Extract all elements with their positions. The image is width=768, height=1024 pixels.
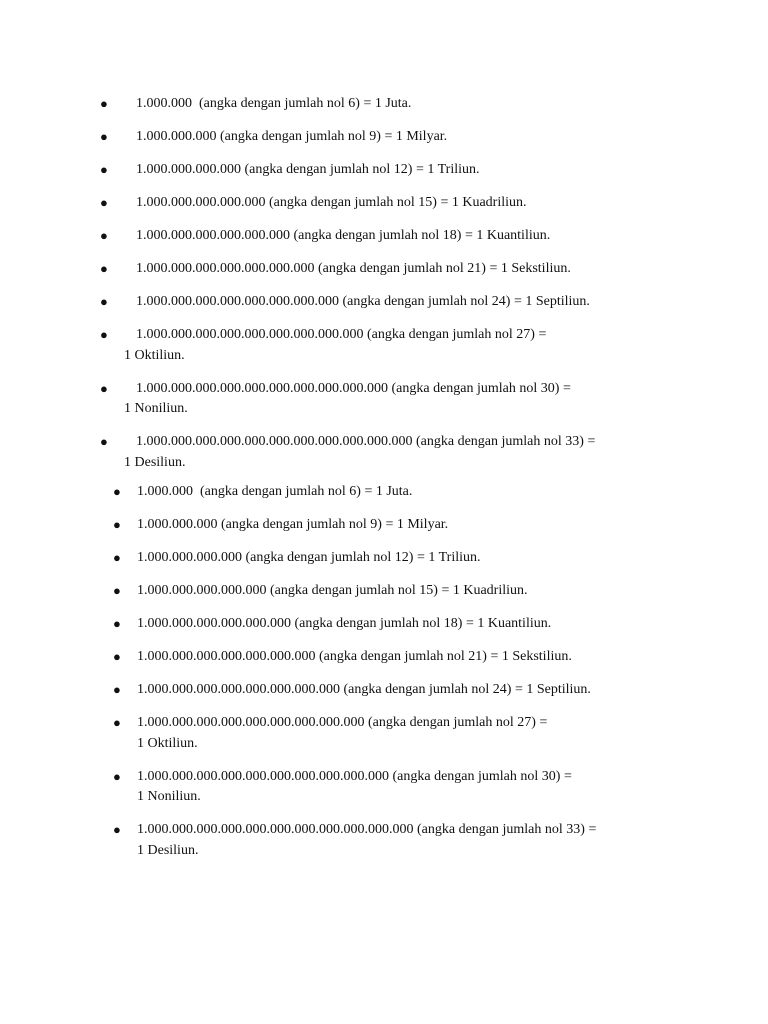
bullet-dot-icon: ● xyxy=(113,550,121,565)
list-item-text: 1 Oktiliun. xyxy=(124,347,185,363)
list-item xyxy=(0,680,596,701)
bullet-dot-icon: ● xyxy=(113,822,121,837)
list-item xyxy=(0,379,595,420)
list-item xyxy=(0,325,595,366)
bullet-dot-icon: ● xyxy=(100,261,108,276)
list-item-text: 1.000.000.000.000.000.000.000.000 (angka dengan jumlah nol 24) = 1 Septiliun. xyxy=(137,682,591,697)
bulleted-list-first xyxy=(0,94,595,486)
list-item-text: 1.000.000.000.000 (angka dengan jumlah nol 12) = 1 Triliun. xyxy=(136,162,480,177)
list-item-text: 1.000.000.000.000.000 (angka dengan jumlah nol 15) = 1 Kuadriliun. xyxy=(137,583,528,598)
bullet-dot-icon: ● xyxy=(100,162,108,177)
list-item-text: 1.000.000.000.000.000.000.000.000.000.000 (angka dengan jumlah nol 30) = xyxy=(136,380,571,396)
list-item xyxy=(0,127,595,148)
bullet-dot-icon: ● xyxy=(100,294,108,309)
bullet-dot-icon: ● xyxy=(113,715,121,730)
list-item-text: 1.000.000.000 (angka dengan jumlah nol 9) = 1 Milyar. xyxy=(137,517,449,532)
bullet-dot-icon: ● xyxy=(100,96,108,111)
list-item xyxy=(0,292,595,313)
list-item xyxy=(0,713,596,754)
list-item xyxy=(0,259,595,280)
list-item xyxy=(0,193,595,214)
list-item-text: 1.000.000.000.000.000.000.000.000.000.000 (angka dengan jumlah nol 30) = xyxy=(137,768,572,784)
list-item-text: 1 Desiliun. xyxy=(124,454,186,470)
list-item xyxy=(0,647,596,668)
list-item xyxy=(0,581,596,602)
list-item xyxy=(0,515,596,536)
bullet-dot-icon: ● xyxy=(100,228,108,243)
list-item-text: 1.000.000 (angka dengan jumlah nol 6) = 1 Juta. xyxy=(136,96,412,111)
list-item-text: 1 Noniliun. xyxy=(124,401,188,416)
list-item-text: 1 Noniliun. xyxy=(137,789,201,804)
list-item-text: 1 Desiliun. xyxy=(137,842,199,858)
list-item-text: 1.000.000.000.000.000.000.000 (angka dengan jumlah nol 21) = 1 Sekstiliun. xyxy=(137,649,572,664)
list-item-text: 1.000.000.000.000.000 (angka dengan jumlah nol 15) = 1 Kuadriliun. xyxy=(136,195,527,210)
list-item-text: 1.000.000.000.000.000.000 (angka dengan jumlah nol 18) = 1 Kuantiliun. xyxy=(137,616,552,631)
bulleted-list-second xyxy=(0,482,596,874)
list-item-text: 1.000.000.000.000.000.000.000.000.000.000.000 (angka dengan jumlah nol 33) = xyxy=(136,434,596,449)
bullet-dot-icon: ● xyxy=(100,327,108,342)
list-item-text: 1.000.000.000.000.000.000.000.000.000 (angka dengan jumlah nol 27) = xyxy=(137,715,548,730)
bullet-dot-icon: ● xyxy=(113,484,121,499)
list-item-text: 1.000.000 (angka dengan jumlah nol 6) = 1 Juta. xyxy=(137,484,413,499)
bullet-dot-icon: ● xyxy=(113,682,121,697)
list-item xyxy=(0,614,596,635)
bullet-dot-icon: ● xyxy=(113,517,121,532)
list-item-text: 1.000.000.000.000.000.000.000.000.000 (angka dengan jumlah nol 27) = xyxy=(136,327,547,342)
list-item-text: 1.000.000.000.000.000.000.000.000.000.000.000 (angka dengan jumlah nol 33) = xyxy=(137,822,597,837)
list-item-text: 1.000.000.000.000 (angka dengan jumlah nol 12) = 1 Triliun. xyxy=(137,550,481,565)
list-item xyxy=(0,820,596,861)
list-item-text: 1 Oktiliun. xyxy=(137,735,198,751)
list-item-text: 1.000.000.000 (angka dengan jumlah nol 9) = 1 Milyar. xyxy=(136,129,448,144)
bullet-dot-icon: ● xyxy=(113,583,121,598)
list-item-text: 1.000.000.000.000.000.000.000.000 (angka dengan jumlah nol 24) = 1 Septiliun. xyxy=(136,294,590,309)
list-item xyxy=(0,432,595,473)
list-item xyxy=(0,548,596,569)
list-item xyxy=(0,767,596,808)
list-item xyxy=(0,482,596,503)
bullet-dot-icon: ● xyxy=(100,380,108,396)
list-item-text: 1.000.000.000.000.000.000 (angka dengan jumlah nol 18) = 1 Kuantiliun. xyxy=(136,228,551,243)
list-item xyxy=(0,94,595,115)
list-item-text: 1.000.000.000.000.000.000.000 (angka dengan jumlah nol 21) = 1 Sekstiliun. xyxy=(136,261,571,276)
bullet-dot-icon: ● xyxy=(113,616,121,631)
bullet-dot-icon: ● xyxy=(113,768,121,784)
bullet-dot-icon: ● xyxy=(113,649,121,664)
list-item xyxy=(0,226,595,247)
bullet-dot-icon: ● xyxy=(100,195,108,210)
bullet-dot-icon: ● xyxy=(100,129,108,144)
list-item xyxy=(0,160,595,181)
bullet-dot-icon: ● xyxy=(100,434,108,449)
